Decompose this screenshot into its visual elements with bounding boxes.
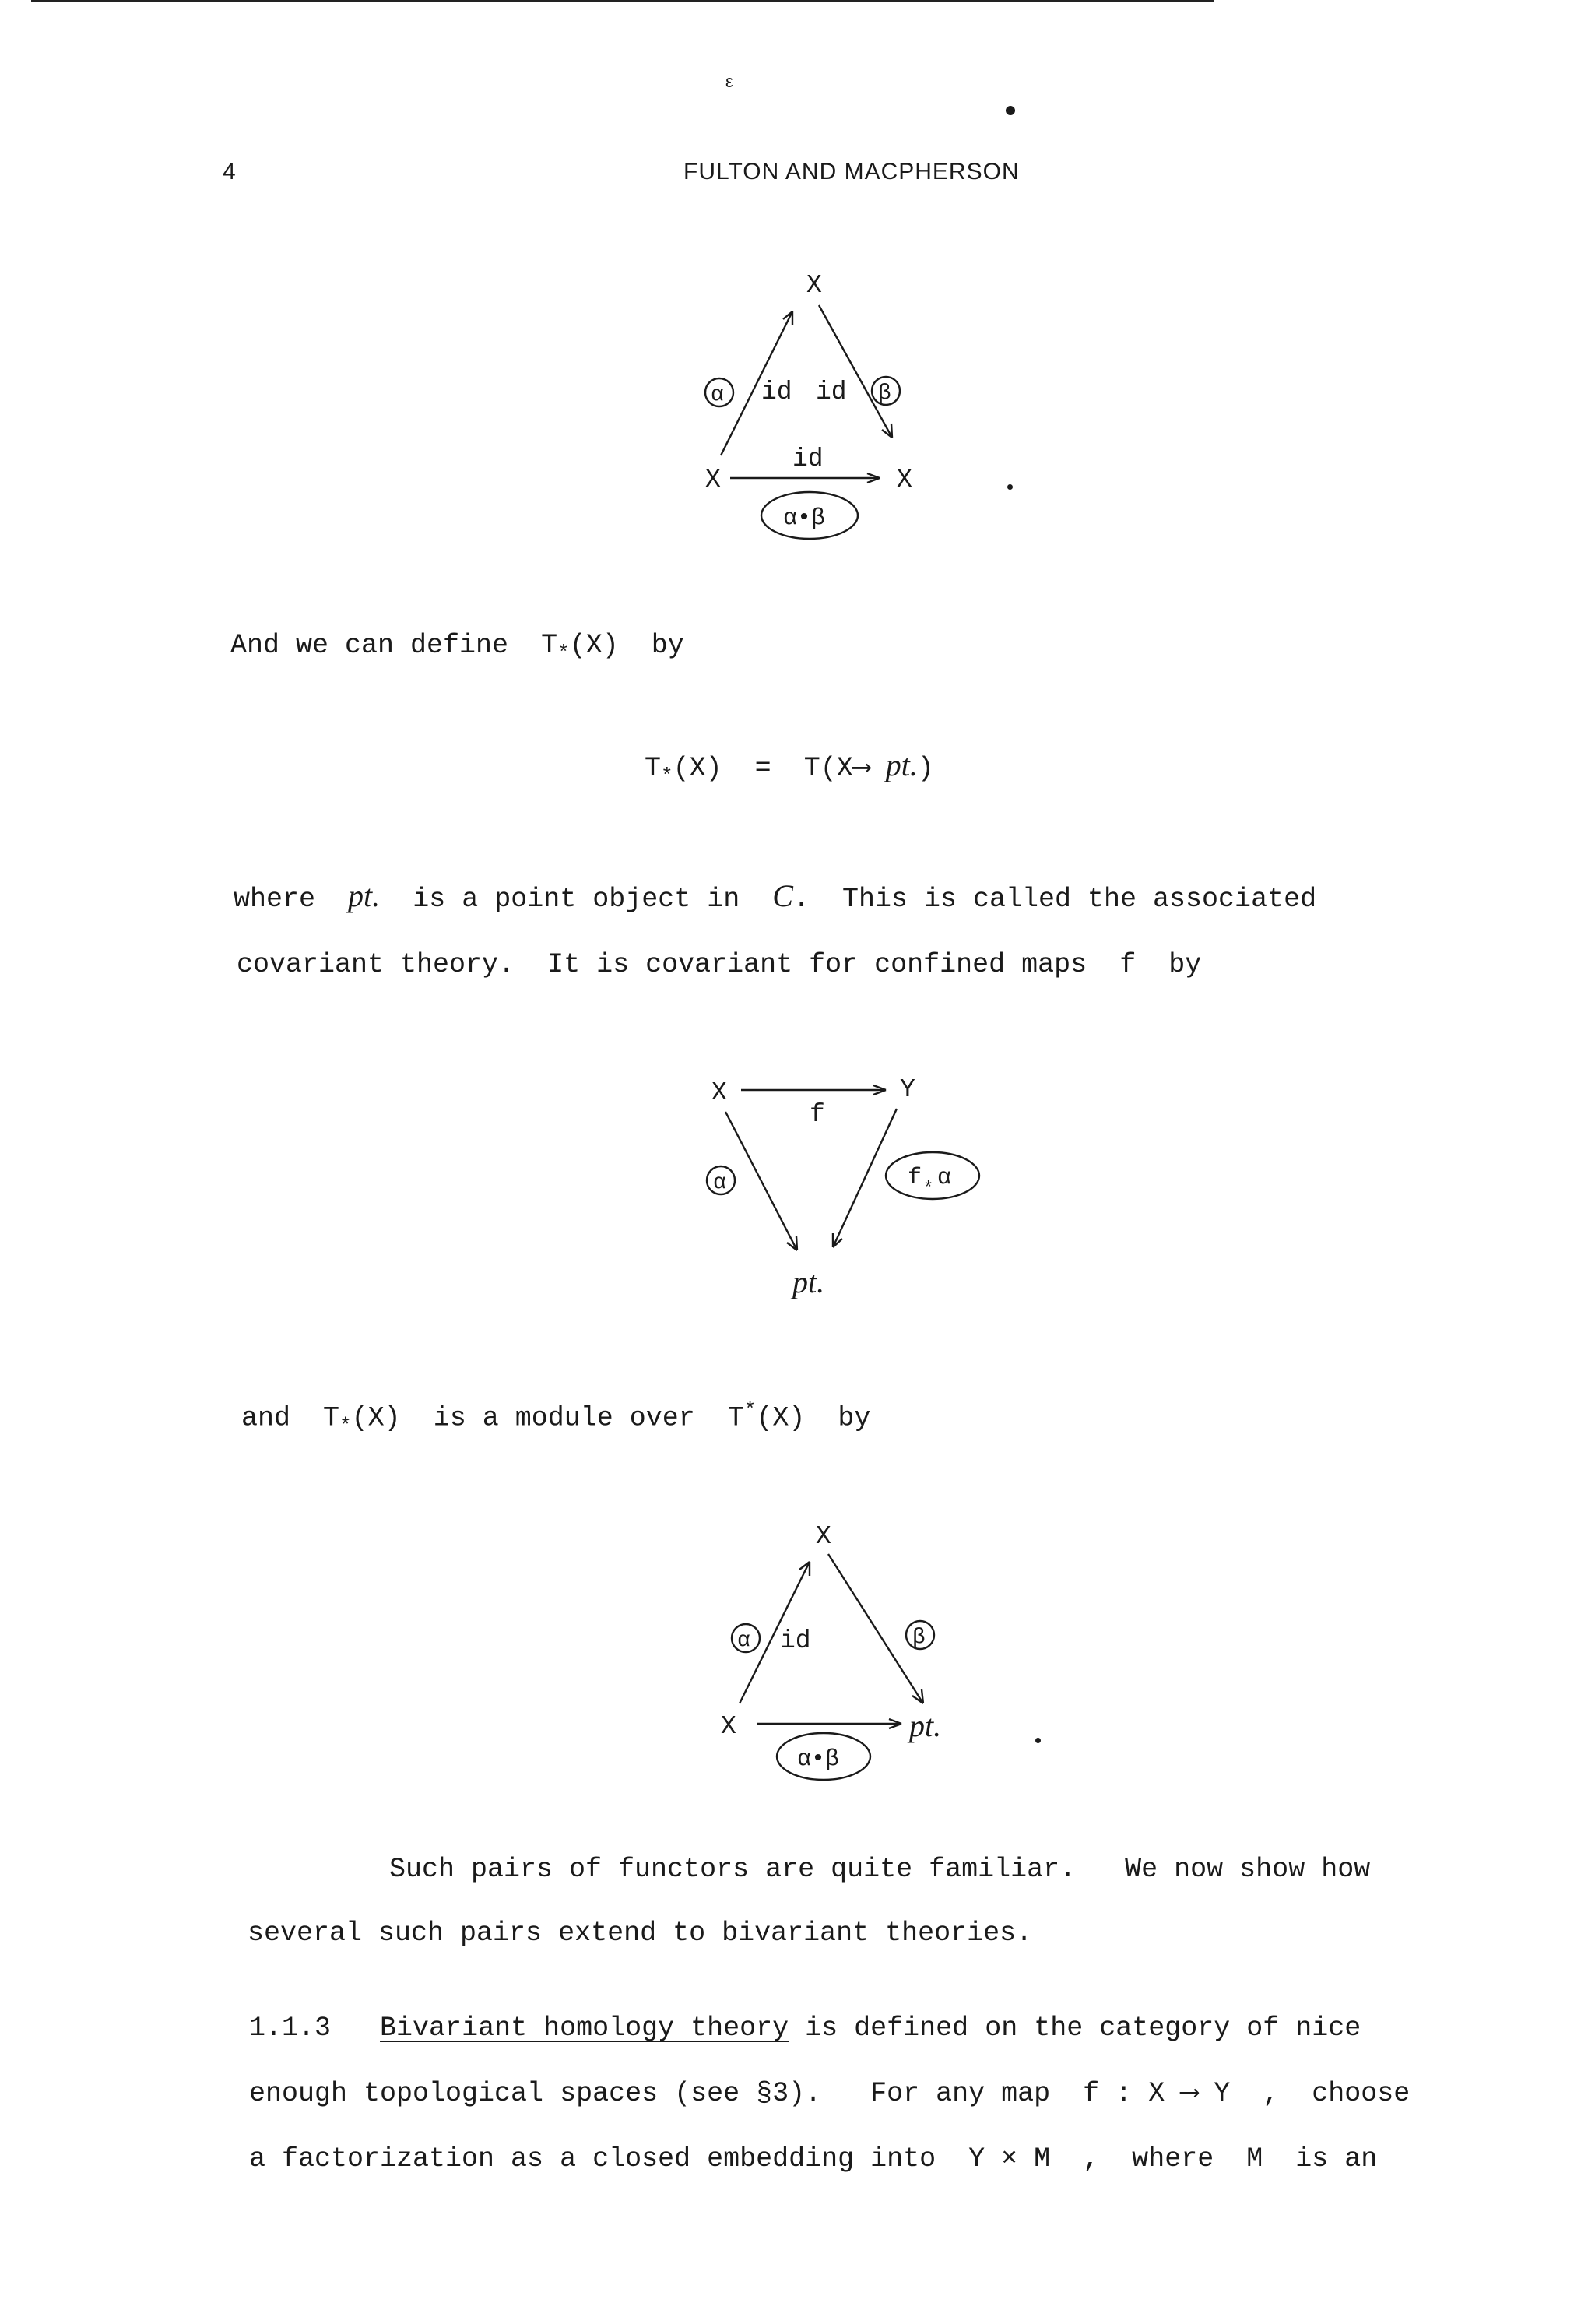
diag1-right-arrow xyxy=(819,305,892,438)
para1-intro: And we can define xyxy=(230,630,509,661)
running-title: FULTON AND MACPHERSON xyxy=(683,159,1020,185)
section-line1-rest: is defined on the category of nice xyxy=(805,2013,1361,2044)
para3-and: and xyxy=(241,1402,291,1434)
diag2-right-arrow xyxy=(833,1109,897,1247)
para2-covariant: covariant theory. It is covariant for confined maps xyxy=(237,949,1087,980)
equation-covariant-theory xyxy=(645,749,934,793)
diagram-composition xyxy=(693,257,1004,545)
diagram-module-action xyxy=(701,1518,1028,1806)
para-point-object-line1 xyxy=(234,880,1316,916)
diag1-beta-label: β xyxy=(878,381,891,406)
para1-T-sub: * xyxy=(557,642,570,665)
diag1-alpha-label: α xyxy=(711,383,724,407)
diag1-right-edge-label: id xyxy=(816,378,847,406)
para-familiar-line2: several such pairs extend to bivariant theories. xyxy=(248,1918,1033,1949)
para2-pt: pt. xyxy=(348,878,381,913)
eq-lhs-T: T xyxy=(645,753,662,784)
diag3-alpha-label: α xyxy=(737,1629,750,1653)
para2-point-object: is a point object in xyxy=(413,884,740,915)
diag1-right-arrow-head-a xyxy=(891,424,892,438)
eq-equals: = xyxy=(754,753,771,784)
section-1-1-3-line1 xyxy=(249,2012,1361,2044)
section-1-1-3-line3: a factorization as a closed embedding into Y × M , where M is an xyxy=(249,2143,1378,2175)
ink-dot xyxy=(1006,106,1015,115)
diag3-product-label: α•β xyxy=(797,1746,840,1773)
diag3-right-arrow xyxy=(828,1554,923,1703)
para3-T2-arg: (X) xyxy=(756,1402,806,1434)
para2-by: by xyxy=(1168,949,1202,980)
para-point-object-line2 xyxy=(237,948,1201,981)
diagram-pushforward xyxy=(693,1067,1020,1324)
diag2-top-label: f xyxy=(810,1100,825,1129)
diag2-oval-alpha: α xyxy=(937,1165,952,1191)
diag3-left-edge-label: id xyxy=(780,1626,811,1655)
para3-T1-arg: (X) xyxy=(351,1402,401,1434)
eq-rhs-open: T(X xyxy=(803,753,853,784)
para2-category-C: C xyxy=(772,878,793,913)
diag3-period xyxy=(1035,1738,1041,1743)
diag1-left-edge-label: id xyxy=(761,378,792,406)
para3-by: by xyxy=(838,1402,871,1434)
diag3-node-top: X xyxy=(816,1522,831,1551)
section-1-1-3-line2: enough topological spaces (see §3). For any map f : X ⟶ Y , choose xyxy=(249,2078,1411,2109)
diag1-node-left: X xyxy=(705,466,721,494)
diag2-left-arrow xyxy=(725,1112,797,1250)
section-number: 1.1.3 xyxy=(249,2013,332,2044)
para1-by: by xyxy=(651,630,684,661)
diag2-alpha-label: α xyxy=(713,1171,726,1195)
diag2-node-pt: pt. xyxy=(792,1264,825,1299)
diag3-node-left: X xyxy=(721,1712,736,1741)
para2-associated: . This is called the associated xyxy=(792,884,1317,915)
diag2-left-arrow-head-a xyxy=(796,1236,797,1250)
para3-T1-sub: * xyxy=(339,1414,352,1438)
top-rule-right xyxy=(1183,0,1214,2)
diag1-period xyxy=(1007,484,1013,490)
para-define-intro xyxy=(230,629,684,670)
para3-T2: T xyxy=(727,1402,744,1434)
diag1-node-right: X xyxy=(897,466,912,494)
diag1-node-top: X xyxy=(806,271,822,300)
diag2-oval-sub: * xyxy=(923,1179,934,1198)
para3-T1: T xyxy=(323,1402,340,1434)
para3-T2-sup: * xyxy=(743,1398,757,1422)
para2-f: f xyxy=(1119,949,1137,980)
eq-rhs-pt: pt. xyxy=(885,747,918,782)
para2-where: where xyxy=(234,884,316,915)
eq-lhs-sub: * xyxy=(661,765,673,788)
para1-arg: (X) xyxy=(569,630,619,661)
diag2-node-X: X xyxy=(711,1078,727,1107)
page-number: 4 xyxy=(223,159,237,185)
diag2-node-Y: Y xyxy=(900,1075,915,1104)
para-module xyxy=(241,1394,870,1443)
top-rule xyxy=(31,0,1214,2)
stray-mark: ε xyxy=(725,72,734,91)
diag1-bottom-edge-label: id xyxy=(792,445,824,473)
para1-T: T xyxy=(541,630,558,661)
diag3-node-pt: pt. xyxy=(909,1708,942,1743)
diag3-beta-label: β xyxy=(912,1626,926,1650)
eq-arrow: ⟶ xyxy=(852,753,870,784)
diag1-product-label: α•β xyxy=(783,505,826,532)
eq-lhs-arg: (X) xyxy=(673,753,722,784)
para-familiar-line1: Such pairs of functors are quite familiar. We now show how xyxy=(389,1854,1371,1885)
para3-module-over: is a module over xyxy=(433,1402,695,1434)
section-title: Bivariant homology theory xyxy=(380,2013,789,2044)
diag2-oval-f: f xyxy=(908,1165,922,1191)
eq-rhs-close: ) xyxy=(917,753,934,784)
